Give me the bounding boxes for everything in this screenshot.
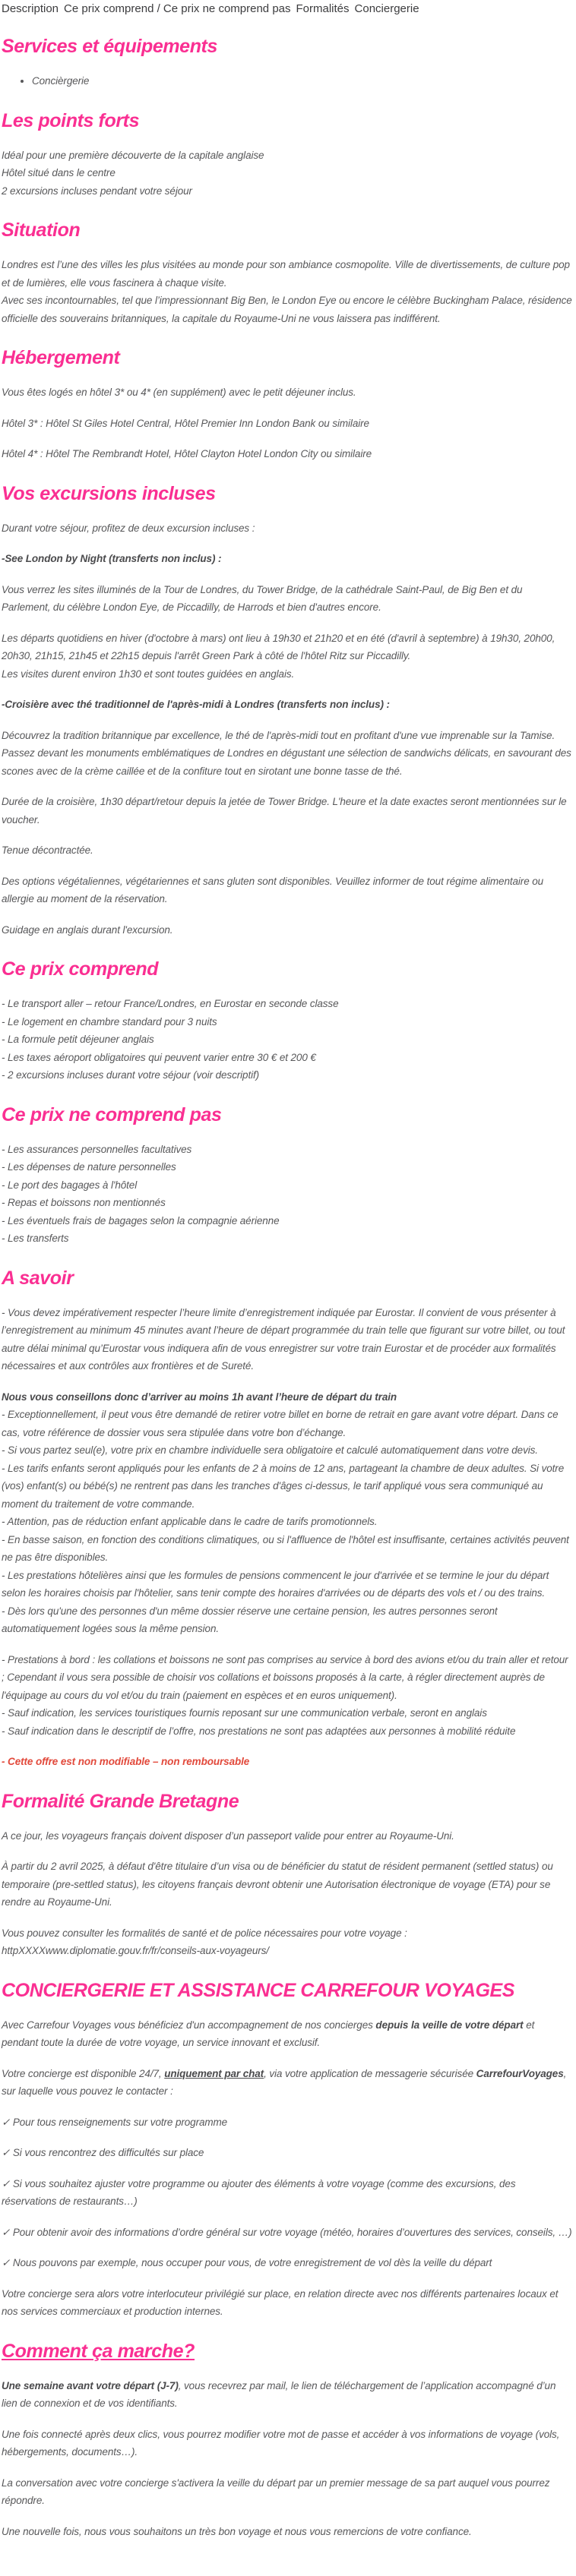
description-tab-bar	[0, 0, 576, 16]
paragraph-line	[2, 1531, 573, 1567]
text-run: Avec Carrefour Voyages vous bénéficiez d'un accompagnement de nos concierges	[2, 2019, 376, 2031]
tab-conciergerie[interactable]: Conciergerie	[354, 2, 419, 15]
paragraph-line	[2, 1513, 573, 1531]
paragraph: Votre concierge sera alors votre interlocuteur privilégié sur place, en relation directe avec nos différents partenaires locaux et nos services commerciaux et production internes.	[2, 2287, 559, 2317]
text-run: , via votre application de messagerie sécurisée	[264, 2067, 476, 2079]
text-run: CarrefourVoyages	[476, 2067, 564, 2079]
paragraph: ✓ Pour obtenir avoir des informations d’ordre général sur votre voyage (météo, horaires d’ouvertures des services, conseils, …)	[2, 2226, 572, 2238]
bullet-list	[2, 72, 573, 90]
paragraph: A ce jour, les voyageurs français doivent disposer d’un passeport valide pour entrer au Royaume-Uni.	[2, 1829, 454, 1842]
text-block	[2, 995, 573, 1084]
paragraph-line: Les départs quotidiens en hiver (d'octobre à mars) ont lieu à 19h30 et 21h20 et en été (d'avril à septembre) à 19h30, 20h00, 20h30, 21h15, 21h45 et 22h15 depuis l'arrêt Green Park à côté de l'hôtel Ritz sur Piccadilly.	[2, 632, 555, 661]
paragraph: Des options végétaliennes, végétariennes et sans gluten sont disponibles. Veuillez informer de tout régime alimentaire ou allergie au moment de la réservation.	[2, 875, 544, 904]
text-run: - Les tarifs enfants seront appliqués pour les enfants de 2 à moins de 12 ans, partageant la chambre de deux adultes. Si votre (vos) enfant(s) ou bébé(s) ne rentrent pas dans les tranches d'âges ci-dessus, le tarif appliqué vous sera communiqué au moment du traitement de votre commande.	[2, 1462, 565, 1510]
paragraph-line: Hôtel situé dans le centre	[2, 167, 116, 178]
text-block	[2, 1924, 573, 1960]
bullet-item: • Concièrgerie	[32, 72, 573, 90]
tab-description[interactable]: Description	[2, 2, 59, 15]
section-heading: Hébergement	[2, 347, 120, 368]
paragraph-line: - 2 excursions incluses durant votre séjour (voir descriptif)	[2, 1069, 260, 1081]
paragraph: Durant votre séjour, profitez de deux excursion incluses :	[2, 522, 255, 534]
paragraph: À partir du 2 avril 2025, à défaut d'être titulaire d’un visa ou de bénéficier du statut de résident permanent (settled status) ou temporaire (pre-settled status), les citoyens français devront obtenir une Autorisation électronique de voyage (ETA) pour se rendre au Royaume-Uni.	[2, 1861, 553, 1908]
paragraph: Vous verrez les sites illuminés de la Tour de Londres, du Tower Bridge, de la cathédrale Saint-Paul, de Big Ben et du Parlement, du célèbre London Eye, de Piccadilly, de Harrods et bien d'autres encore.	[2, 583, 523, 613]
paragraph-line: Vous pouvez consulter les formalités de santé et de police nécessaires pour votre voyage :	[2, 1927, 407, 1939]
text-block	[2, 1141, 573, 1248]
paragraph: -See London by Night (transferts non inclus) :	[2, 553, 222, 564]
text-run: - Dès lors qu'une des personnes d'un même dossier réserve une certaine pension, les autres personnes seront automatiquement logées sous la même pension.	[2, 1605, 498, 1634]
paragraph-line: Idéal pour une première découverte de la capitale anglaise	[2, 149, 264, 161]
paragraph: Une nouvelle fois, nous vous souhaitons un très bon voyage et nous vous remercions de votre confiance.	[2, 2525, 472, 2537]
paragraph	[2, 2016, 573, 2052]
paragraph-line: Londres est l’une des villes les plus visitées au monde pour son ambiance cosmopolite. Ville de divertissements, de culture pop et de lumières, elle vous fascinera à chaque visite.	[2, 259, 570, 289]
paragraph: - Vous devez impérativement respecter l’heure limite d’enregistrement indiquée par Eurostar. Il convient de vous présenter à l’enregistrement au minimum 45 minutes avant l’heure de départ programmée du train telle que figurant sur votre billet, ou tout autre délai minimal qu’Eurostar vous indiquera afin de vous enregistrer sur votre train Eurostar et de procéder aux formalités nécessaires et aux contrôles aux frontières et de Sureté.	[2, 1306, 565, 1372]
paragraph-line	[2, 1567, 573, 1602]
section-heading: Comment ça marche?	[2, 2340, 195, 2362]
description-content	[0, 35, 576, 2568]
section-heading: Ce prix comprend	[2, 958, 159, 980]
paragraph: -Croisière avec thé traditionnel de l'après-midi à Londres (transferts non inclus) :	[2, 699, 390, 710]
non-refundable-note: - Cette offre est non modifiable – non remboursable	[2, 1756, 250, 1767]
paragraph-line: - Sauf indication, les services touristiques fournis reposant sur une communication verbale, seront en anglais	[2, 1707, 487, 1719]
paragraph: Vous êtes logés en hôtel 3* ou 4* (en supplément) avec le petit déjeuner inclus.	[2, 387, 356, 398]
paragraph-line	[2, 1602, 573, 1638]
paragraph-line: - Le logement en chambre standard pour 3 nuits	[2, 1015, 217, 1028]
paragraph-line: - Les éventuels frais de bagages selon la compagnie aérienne	[2, 1214, 280, 1226]
paragraph: Guidage en anglais durant l'excursion.	[2, 923, 173, 936]
paragraph-line: - La formule petit déjeuner anglais	[2, 1034, 154, 1045]
section-heading: A savoir	[2, 1267, 74, 1289]
section-heading: Situation	[2, 219, 81, 241]
paragraph-line	[2, 1460, 573, 1514]
tab-formalites[interactable]: Formalités	[296, 2, 350, 15]
section-heading: Vos excursions incluses	[2, 482, 216, 504]
section-heading: Les points forts	[2, 109, 140, 131]
text-run: Votre concierge est disponible 24/7,	[2, 2067, 165, 2079]
text-run: - Attention, pas de réduction enfant applicable dans le cadre de tarifs promotionnels.	[2, 1516, 378, 1527]
paragraph: Hôtel 3* : Hôtel St Giles Hotel Central, Hôtel Premier Inn London Bank ou similaire	[2, 417, 369, 429]
text-run: - Si vous partez seul(e), votre prix en chambre individuelle sera obligatoire et calculé automatiquement dans votre devis.	[2, 1444, 538, 1456]
paragraph-line: Avec ses incontournables, tel que l’impressionnant Big Ben, le London Eye ou encore le célèbre Buckingham Palace, résidence officielle des souverains britanniques, la capitale du Royaume-Uni ne vous laissera pas indifférent.	[2, 295, 572, 324]
text-block	[2, 1388, 573, 1638]
text-run: depuis la veille de votre départ	[375, 2019, 524, 2031]
text-run: uniquement par chat	[164, 2067, 264, 2079]
paragraph	[2, 2065, 573, 2101]
paragraph-line	[2, 1406, 573, 1441]
paragraph-line: - Les transferts	[2, 1233, 69, 1244]
paragraph: Tenue décontractée.	[2, 844, 93, 856]
text-run: - Exceptionnellement, il peut vous être demandé de retirer votre billet en borne de retrait en gare avant votre départ. Dans ce cas, votre référence de dossier vous sera stipulée dans votre bon d’échange.	[2, 1409, 559, 1438]
section-heading: Services et équipements	[2, 36, 217, 57]
paragraph: La conversation avec votre concierge s'activera la veille du départ par un premier message de sa part auquel vous pourrez répondre.	[2, 2477, 550, 2506]
paragraph: ✓ Nous pouvons par exemple, nous occuper pour vous, de votre enregistrement de vol dès la veille du départ	[2, 2257, 492, 2268]
paragraph-line: - Les dépenses de nature personnelles	[2, 1161, 176, 1173]
text-block	[2, 256, 573, 327]
section-heading: Ce prix ne comprend pas	[2, 1103, 222, 1125]
paragraph	[2, 2377, 573, 2413]
text-block	[2, 147, 573, 200]
paragraph: ✓ Si vous rencontrez des difficultés sur place	[2, 2147, 204, 2158]
text-block	[2, 1651, 573, 1741]
paragraph-line: 2 excursions incluses pendant votre séjour	[2, 185, 192, 197]
paragraph-line: - Sauf indication dans le descriptif de l’offre, nos prestations ne sont pas adaptées aux personnes à mobilité réduite	[2, 1725, 516, 1737]
text-run: Une semaine avant votre départ (J-7)	[2, 2379, 179, 2391]
section-heading: Formalité Grande Bretagne	[2, 1790, 239, 1812]
paragraph-line: Les visites durent environ 1h30 et sont toutes guidées en anglais.	[2, 668, 295, 680]
text-run: - Les prestations hôtelières ainsi que les formules de pensions commencent le jour d'arrivée et se termine le jour du départ selon les horaires choisis par l'hôtelier, sans tenir compte des horaires d'arrivées ou de départs des vols et / ou des trains.	[2, 1569, 549, 1599]
paragraph-line: - Les taxes aéroport obligatoires qui peuvent varier entre 30 € et 200 €	[2, 1051, 316, 1063]
text-run: , sur laquelle vous pouvez le contacter :	[2, 2067, 567, 2097]
paragraph: ✓ Pour tous renseignements sur votre programme	[2, 2116, 228, 2128]
paragraph: ✓ Si vous souhaitez ajuster votre programme ou ajouter des éléments à votre voyage (comme des excursions, des réservations de restaurants…)	[2, 2177, 516, 2207]
paragraph-line: - Les assurances personnelles facultatives	[2, 1143, 192, 1155]
paragraph: Une fois connecté après deux clics, vous pourrez modifier votre mot de passe et accéder à vos informations de voyage (vols, hébergements, documents…).	[2, 2428, 560, 2458]
tab-prix-comprend[interactable]: Ce prix comprend / Ce prix ne comprend pas	[64, 2, 291, 15]
paragraph-line: - Le port des bagages à l'hôtel	[2, 1179, 138, 1191]
paragraph-line	[2, 1441, 573, 1460]
text-block	[2, 630, 573, 683]
paragraph: Découvrez la tradition britannique par excellence, le thé de l'après-midi tout en profitant d'une vue imprenable sur la Tamise. Passez devant les monuments emblématiques de Londres en dégustant une sélection de sandwichs délicats, en savourant des scones avec de la crème caillée et de la confiture tout en sirotant une bonne tasse de thé.	[2, 729, 571, 777]
text-run: - En basse saison, en fonction des conditions climatiques, ou si l'affluence de l'hôtel est insuffisante, certaines activités peuvent ne pas être disponibles.	[2, 1533, 569, 1563]
section-heading: CONCIERGERIE ET ASSISTANCE CARREFOUR VOYAGES	[2, 1979, 515, 2001]
text-run: Nous vous conseillons donc d’arriver au moins 1h avant l’heure de départ du train	[2, 1391, 397, 1403]
text-run: , vous recevrez par mail, le lien de téléchargement de l’application accompagné d’un lien de connexion et de vos identifiants.	[2, 2379, 556, 2409]
paragraph: Hôtel 4* : Hôtel The Rembrandt Hotel, Hôtel Clayton Hotel London City ou similaire	[2, 448, 372, 459]
paragraph-line: - Prestations à bord : les collations et boissons ne sont pas comprises au service à bord des avions et/ou du train aller et retour ; Cependant il vous sera possible de choisir vos collations et boissons proposés à la carte, à régler directement auprès de l'équipage au cours du vol et/ou du train (paiement en espèces et en euros uniquement).	[2, 1653, 568, 1701]
paragraph-line: httpXXXXwww.diplomatie.gouv.fr/fr/conseils-aux-voyageurs/	[2, 1945, 269, 1956]
paragraph: Durée de la croisière, 1h30 départ/retour depuis la jetée de Tower Bridge. L'heure et la date exactes seront mentionnées sur le voucher.	[2, 796, 567, 826]
paragraph-line	[2, 1388, 573, 1406]
paragraph-line: - Repas et boissons non mentionnés	[2, 1197, 166, 1208]
text-run: et pendant toute la durée de votre voyage, un service innovant et exclusif.	[2, 2019, 535, 2048]
paragraph-line: - Le transport aller – retour France/Londres, en Eurostar en seconde classe	[2, 998, 339, 1009]
